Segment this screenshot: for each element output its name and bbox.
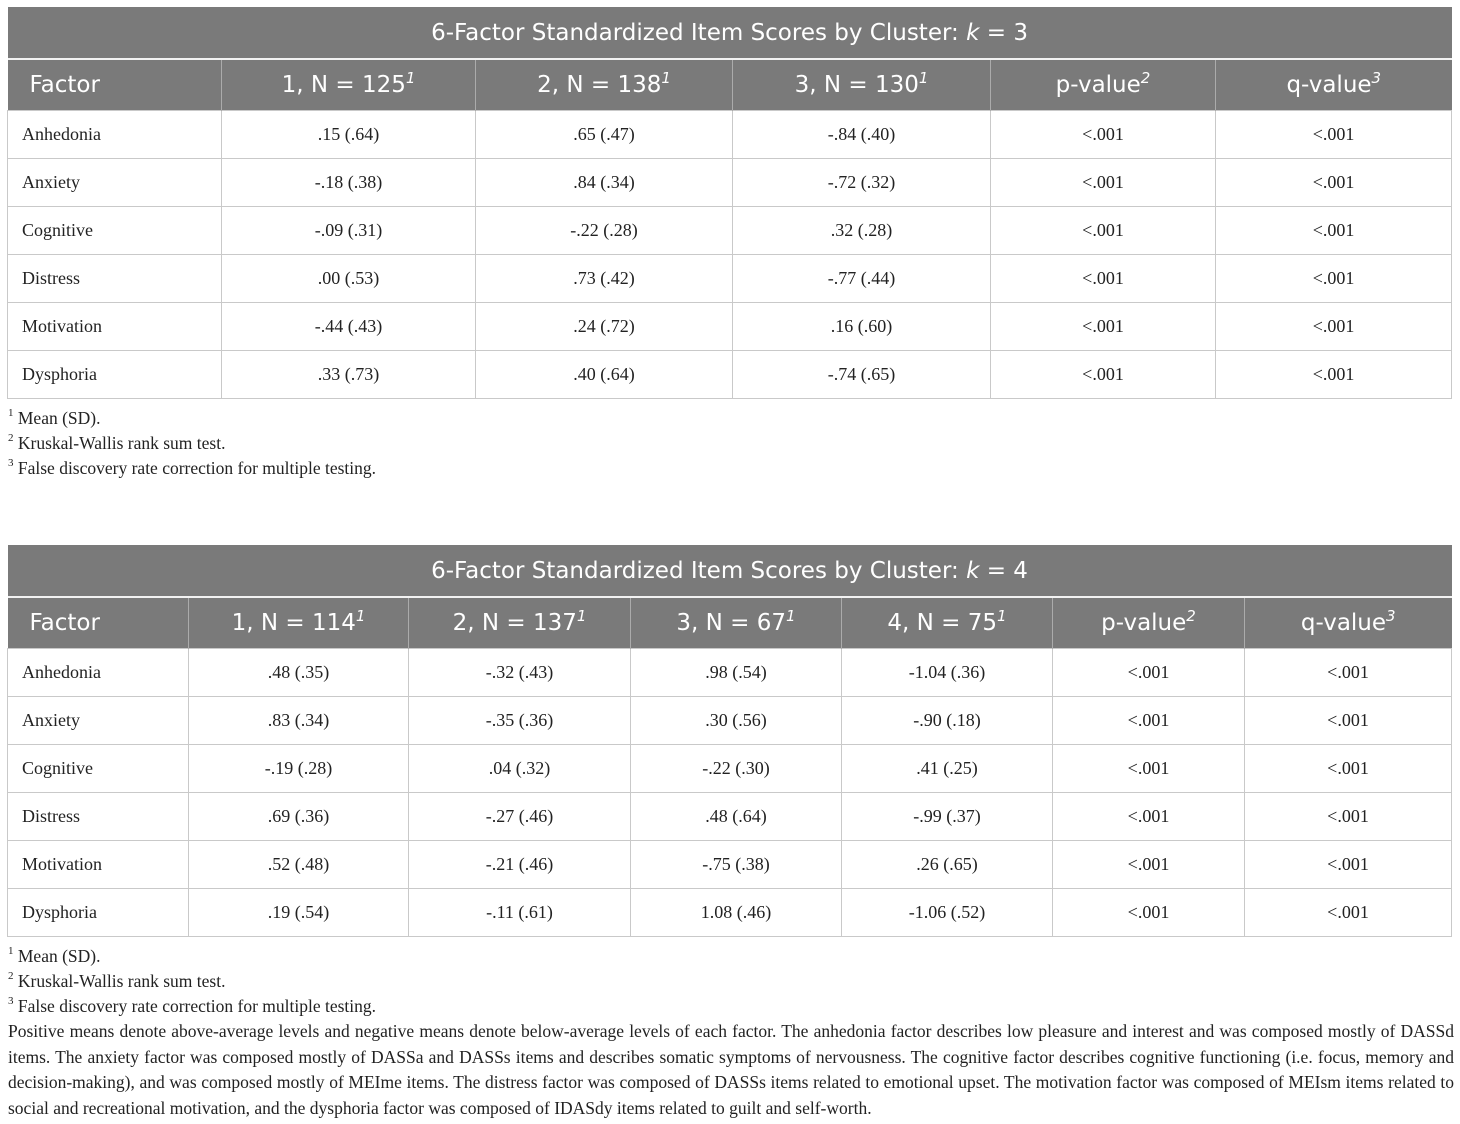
table-cell: -.77 (.44) <box>733 254 991 302</box>
table-cell: <.001 <box>991 206 1216 254</box>
column-header-factor: Factor <box>8 59 222 110</box>
table-cell: <.001 <box>1245 792 1452 840</box>
footnote: $^1$ Mean (SD). <box>8 945 101 966</box>
table-cell: .30 (.56) <box>631 696 842 744</box>
table-row <box>8 696 1452 744</box>
column-header-p-value: p-value$^2$ <box>991 59 1216 110</box>
table-cell: .24 (.72) <box>476 302 733 350</box>
table-cell: 1.08 (.46) <box>631 888 842 936</box>
table-cell: .83 (.34) <box>189 696 409 744</box>
column-header-cluster-1: 1, $N = 125^1$ <box>222 59 476 110</box>
table-row <box>8 254 1452 302</box>
table-cell: .98 (.54) <box>631 648 842 696</box>
factor-cell: Motivation <box>8 302 222 350</box>
table-title: 6-Factor Standardized Item Scores by Cluster: k = 4 <box>8 545 1452 597</box>
table-cell: .19 (.54) <box>189 888 409 936</box>
table-cell: -.35 (.36) <box>409 696 631 744</box>
table-cell: .00 (.53) <box>222 254 476 302</box>
table-row <box>8 302 1452 350</box>
table-cell: <.001 <box>1245 840 1452 888</box>
table-cell: -.99 (.37) <box>842 792 1053 840</box>
table-cell: <.001 <box>1053 840 1245 888</box>
table-title: 6-Factor Standardized Item Scores by Cluster: k = 3 <box>8 7 1452 59</box>
column-header-q-value: q-value$^3$ <box>1216 59 1452 110</box>
table-cell: .32 (.28) <box>733 206 991 254</box>
table-cell: .15 (.64) <box>222 110 476 158</box>
factor-cell: Distress <box>8 792 189 840</box>
table-cell: .48 (.64) <box>631 792 842 840</box>
table-cell: <.001 <box>1053 888 1245 936</box>
table-cell: <.001 <box>1216 206 1452 254</box>
factor-cell: Cognitive <box>8 744 189 792</box>
footnote: $^3$ False discovery rate correction for multiple testing. <box>8 995 377 1016</box>
column-header-cluster-2: 2, $N = 137^1$ <box>409 597 631 648</box>
table-cell: -.72 (.32) <box>733 158 991 206</box>
table-cell: -.74 (.65) <box>733 350 991 398</box>
table-cell: -1.04 (.36) <box>842 648 1053 696</box>
table-row <box>8 792 1452 840</box>
table-cell: <.001 <box>1216 110 1452 158</box>
table-cell: <.001 <box>991 254 1216 302</box>
table-description: Positive means denote above-average levels and negative means denote below-average levels of each factor. The anhedonia factor describes low pleasure and interest and was composed mostly of DASSd items. The anxiety factor was composed mostly of DASSa and DASSs items and describes somatic symptoms of nervousness. The cognitive factor describes cognitive functioning (i.e. focus, memory and decision-making), and was composed mostly of MEIme items. The distress factor was composed of DASSs items related to emotional upset. The motivation factor was composed of MEIsm items related to social and recreational motivation, and the dysphoria factor was composed of IDASdy items related to guilt and self-worth. <box>8 1021 1454 1118</box>
table-row <box>8 206 1452 254</box>
cluster-k4-table <box>7 545 1452 937</box>
column-header-p-value: p-value$^2$ <box>1053 597 1245 648</box>
table-cell: <.001 <box>1053 648 1245 696</box>
factor-cell: Anxiety <box>8 696 189 744</box>
column-header-cluster-4: 4, $N = 75^1$ <box>842 597 1053 648</box>
table-cell: <.001 <box>1216 254 1452 302</box>
table-cell: .40 (.64) <box>476 350 733 398</box>
table-cell: -.22 (.28) <box>476 206 733 254</box>
factor-cell: Cognitive <box>8 206 222 254</box>
table-cell: <.001 <box>1245 648 1452 696</box>
table-cell: -.21 (.46) <box>409 840 631 888</box>
table-cell: .04 (.32) <box>409 744 631 792</box>
table-cell: .48 (.35) <box>189 648 409 696</box>
table-cell: -1.06 (.52) <box>842 888 1053 936</box>
table-cell: .73 (.42) <box>476 254 733 302</box>
table-row <box>8 350 1452 398</box>
table-cell: .26 (.65) <box>842 840 1053 888</box>
factor-cell: Motivation <box>8 840 189 888</box>
table-cell: <.001 <box>1053 744 1245 792</box>
table-cell: -.19 (.28) <box>189 744 409 792</box>
table-cell: -.22 (.30) <box>631 744 842 792</box>
table-cell: .65 (.47) <box>476 110 733 158</box>
table-cell: <.001 <box>991 110 1216 158</box>
table-cell: -.44 (.43) <box>222 302 476 350</box>
column-header-q-value: q-value$^3$ <box>1245 597 1452 648</box>
table-cell: <.001 <box>1053 696 1245 744</box>
table-cell: <.001 <box>1216 302 1452 350</box>
table-cell: -.84 (.40) <box>733 110 991 158</box>
table-cell: <.001 <box>1216 158 1452 206</box>
table-cell: -.09 (.31) <box>222 206 476 254</box>
table-cell: -.90 (.18) <box>842 696 1053 744</box>
footnote: $^1$ Mean (SD). <box>8 407 101 428</box>
factor-cell: Dysphoria <box>8 888 189 936</box>
cluster-k3-table <box>7 7 1452 399</box>
table-cell: .33 (.73) <box>222 350 476 398</box>
table-row <box>8 158 1452 206</box>
table-cell: -.27 (.46) <box>409 792 631 840</box>
table2-footnotes <box>8 944 376 1019</box>
table-cell: -.18 (.38) <box>222 158 476 206</box>
table1-footnotes <box>8 406 376 481</box>
factor-cell: Anhedonia <box>8 110 222 158</box>
column-header-cluster-3: 3, $N = 130^1$ <box>733 59 991 110</box>
table-cell: .16 (.60) <box>733 302 991 350</box>
table-cell: .52 (.48) <box>189 840 409 888</box>
table-cell: .69 (.36) <box>189 792 409 840</box>
column-header-cluster-3: 3, $N = 67^1$ <box>631 597 842 648</box>
footnote: $^2$ Kruskal-Wallis rank sum test. <box>8 970 226 991</box>
table-cell: .84 (.34) <box>476 158 733 206</box>
footnote: $^2$ Kruskal-Wallis rank sum test. <box>8 432 226 453</box>
table-cell: -.75 (.38) <box>631 840 842 888</box>
factor-cell: Anxiety <box>8 158 222 206</box>
table-cell: <.001 <box>1053 792 1245 840</box>
column-header-factor: Factor <box>8 597 189 648</box>
table-row <box>8 648 1452 696</box>
table-cell: <.001 <box>1245 696 1452 744</box>
factor-cell: Dysphoria <box>8 350 222 398</box>
table-cell: -.11 (.61) <box>409 888 631 936</box>
table-cell: -.32 (.43) <box>409 648 631 696</box>
table-row <box>8 888 1452 936</box>
table-row <box>8 840 1452 888</box>
table-cell: <.001 <box>991 158 1216 206</box>
table-cell: <.001 <box>991 302 1216 350</box>
table-cell: .41 (.25) <box>842 744 1053 792</box>
table-cell: <.001 <box>1216 350 1452 398</box>
table-row <box>8 110 1452 158</box>
table-cell: <.001 <box>991 350 1216 398</box>
footnote: $^3$ False discovery rate correction for multiple testing. <box>8 457 377 478</box>
factor-cell: Distress <box>8 254 222 302</box>
column-header-cluster-2: 2, $N = 138^1$ <box>476 59 733 110</box>
column-header-cluster-1: 1, $N = 114^1$ <box>189 597 409 648</box>
table-cell: <.001 <box>1245 888 1452 936</box>
table-cell: <.001 <box>1245 744 1452 792</box>
table-row <box>8 744 1452 792</box>
factor-cell: Anhedonia <box>8 648 189 696</box>
